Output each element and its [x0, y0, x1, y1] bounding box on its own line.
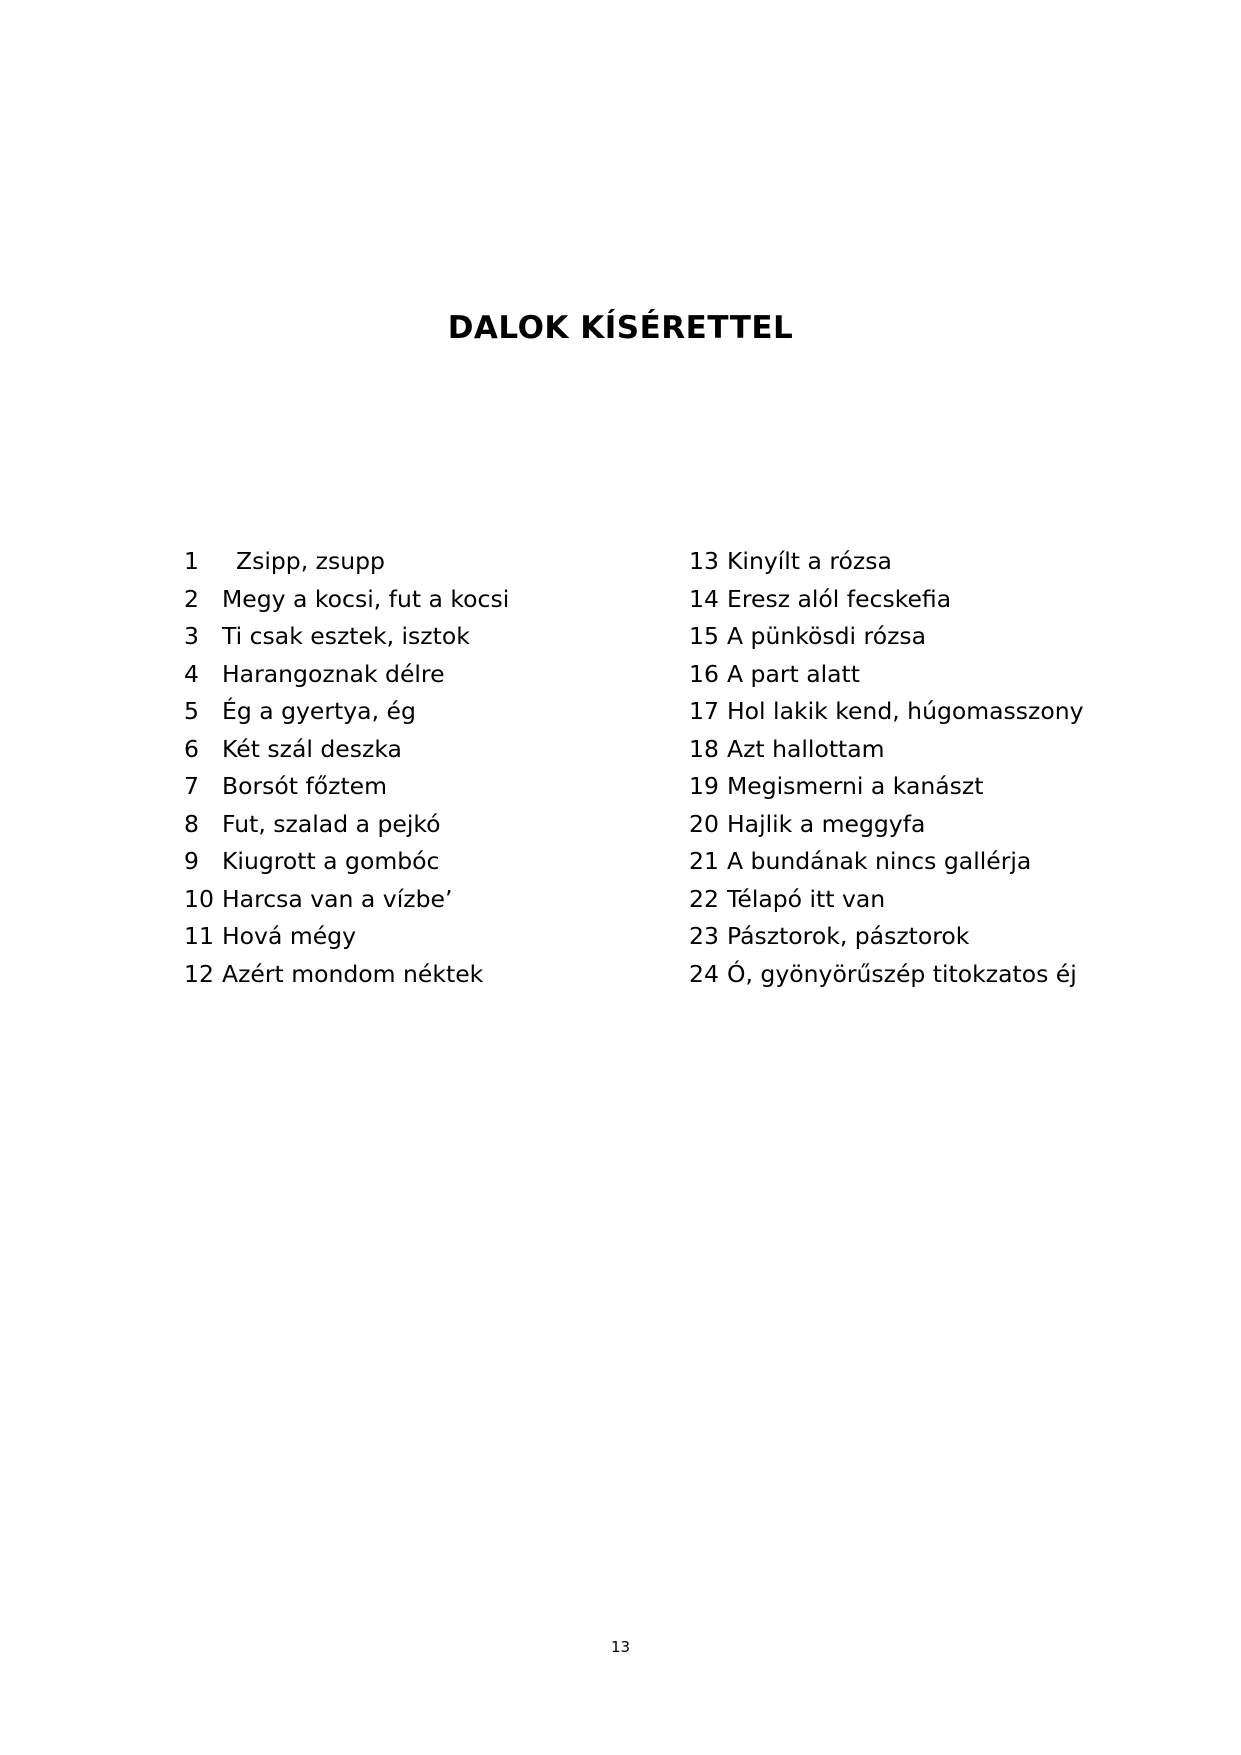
- song-number: 8: [184, 809, 199, 838]
- song-number: 13: [689, 547, 719, 575]
- song-number: 17: [689, 697, 719, 725]
- list-item: [184, 881, 654, 919]
- list-item: [184, 918, 654, 956]
- song-title: Borsót főztem: [222, 772, 388, 800]
- list-item: [689, 843, 1129, 881]
- song-number: 10: [184, 884, 214, 913]
- list-item: [184, 956, 654, 994]
- song-number: 15: [689, 622, 719, 650]
- song-title: Harangoznak délre: [222, 659, 445, 688]
- song-title: A part alatt: [727, 659, 860, 688]
- song-title: Hajlik a meggyfa: [727, 809, 926, 838]
- song-title: Két szál deszka: [222, 734, 402, 763]
- song-number: 11: [184, 922, 214, 950]
- list-item: [184, 543, 654, 581]
- song-number: 14: [689, 584, 719, 613]
- list-item: [184, 768, 654, 806]
- list-item: [689, 918, 1129, 956]
- song-list-left: [184, 543, 654, 993]
- song-number: 1: [184, 547, 199, 575]
- song-number: 16: [689, 659, 719, 688]
- song-list-right: [689, 543, 1129, 993]
- song-number: 24: [689, 959, 719, 988]
- list-item: [184, 656, 654, 694]
- song-title: A pünkösdi rózsa: [727, 622, 927, 650]
- list-item: [689, 806, 1129, 844]
- song-title: Azt hallottam: [727, 734, 885, 763]
- list-item: [184, 693, 654, 731]
- song-title: Kiugrott a gombóc: [222, 847, 440, 875]
- list-item: [184, 618, 654, 656]
- list-item: [184, 581, 654, 619]
- list-item: [689, 543, 1129, 581]
- list-item: [184, 731, 654, 769]
- list-item: [689, 768, 1129, 806]
- song-number: 7: [184, 772, 199, 800]
- song-number: 21: [689, 847, 719, 875]
- list-item: [184, 806, 654, 844]
- list-item: [689, 881, 1129, 919]
- song-title: A bundának nincs gallérja: [727, 847, 1032, 875]
- song-title: Ég a gyertya, ég: [222, 697, 416, 725]
- list-item: [689, 731, 1129, 769]
- song-title: Eresz alól fecskefia: [727, 584, 952, 613]
- song-number: 5: [184, 697, 199, 725]
- song-title: Harcsa van a vízbe’: [222, 884, 453, 913]
- song-title: Megismerni a kanászt: [727, 772, 984, 800]
- song-number: 22: [689, 884, 719, 913]
- list-item: [689, 581, 1129, 619]
- page-title: DALOK KÍSÉRETTEL: [447, 310, 794, 346]
- song-title: Ó, gyönyörűszép titokzatos éj: [727, 959, 1077, 988]
- page-number: 13: [610, 1638, 631, 1656]
- song-number: 9: [184, 847, 199, 875]
- song-title: Kinyílt a rózsa: [727, 547, 892, 575]
- list-item: [689, 956, 1129, 994]
- list-item: [689, 618, 1129, 656]
- list-item: [689, 693, 1129, 731]
- song-number: 6: [184, 734, 199, 763]
- song-title: Télapó itt van: [727, 884, 886, 913]
- list-item: [689, 656, 1129, 694]
- song-title: Pásztorok, pásztorok: [727, 922, 970, 950]
- song-number: 4: [184, 659, 199, 688]
- song-title: Zsipp, zsupp: [236, 547, 385, 575]
- song-number: 20: [689, 809, 719, 838]
- song-number: 19: [689, 772, 719, 800]
- song-title: Ti csak esztek, isztok: [222, 622, 470, 650]
- song-title: Hol lakik kend, húgomasszony: [727, 697, 1084, 725]
- list-item: [184, 843, 654, 881]
- song-title: Azért mondom néktek: [222, 959, 484, 988]
- song-number: 12: [184, 959, 214, 988]
- song-number: 18: [689, 734, 719, 763]
- song-title: Hová mégy: [222, 922, 357, 950]
- song-number: 23: [689, 922, 719, 950]
- song-title: Fut, szalad a pejkó: [222, 809, 441, 838]
- song-number: 2: [184, 584, 199, 613]
- song-number: 3: [184, 622, 199, 650]
- song-title: Megy a kocsi, fut a kocsi: [222, 584, 510, 613]
